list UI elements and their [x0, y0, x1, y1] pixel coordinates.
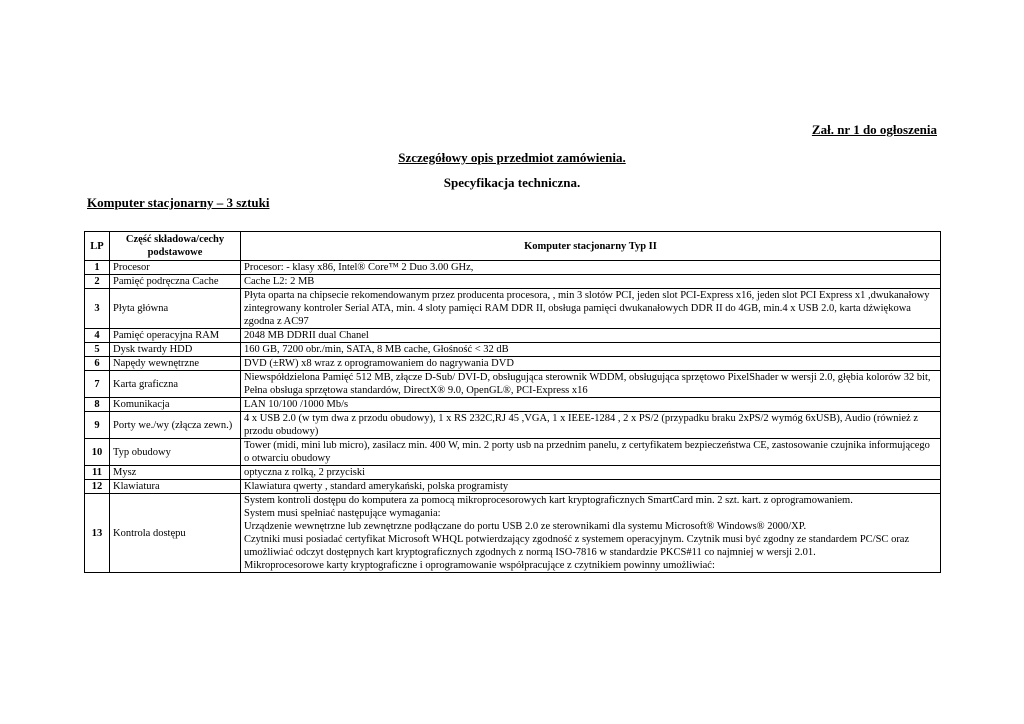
- row-part: Płyta główna: [110, 289, 241, 329]
- attachment-label: Zał. nr 1 do ogłoszenia: [811, 122, 937, 137]
- table-row: [85, 398, 941, 412]
- row-part: Komunikacja: [110, 398, 241, 412]
- access-line: System musi spełniać następujące wymagania:: [244, 508, 441, 519]
- table-row: [85, 357, 941, 371]
- row-value: 4 x USB 2.0 (w tym dwa z przodu obudowy), 1 x RS 232C,RJ 45 ,VGA, 1 x IEEE-1284 , 2 x PS/2 (przypadku braku 2xPS/2 wymóg 6xUSB), Audio (również z przodu obudowy): [241, 412, 941, 439]
- row-part: Mysz: [110, 466, 241, 480]
- row-part: Pamięć operacyjna RAM: [110, 329, 241, 343]
- table-row: [85, 275, 941, 289]
- row-value: [241, 494, 941, 573]
- row-number: 2: [85, 275, 110, 289]
- table-row: [85, 289, 941, 329]
- row-number: 5: [85, 343, 110, 357]
- row-part: Kontrola dostępu: [110, 494, 241, 573]
- table-row: [85, 329, 941, 343]
- row-part: Procesor: [110, 261, 241, 275]
- access-line: System kontroli dostępu do komputera za pomocą mikroprocesorowych kart kryptograficznych SmartCard min. 2 szt. kart. z oprogramowaniem.: [244, 495, 853, 506]
- row-number: 13: [85, 494, 110, 573]
- row-part: Dysk twardy HDD: [110, 343, 241, 357]
- row-number: 9: [85, 412, 110, 439]
- row-number: 8: [85, 398, 110, 412]
- row-part: Pamięć podręczna Cache: [110, 275, 241, 289]
- row-value: Płyta oparta na chipsecie rekomendowanym przez producenta procesora, , min 3 slotów PCI, jeden slot PCI-Express x16, jeden slot PCI Express x1 ,dwukanałowy zintegrowany kontroler Serial ATA, min. 4 sloty pamięci RAM DDR II, obsługa pamięci dwukanałowych DDR II do 4GB, min.4 x USB 2.0, karta dźwiękowa zgodna z AC97: [241, 289, 941, 329]
- row-value: 2048 MB DDRII dual Chanel: [241, 329, 941, 343]
- document-subtitle: Specyfikacja techniczna.: [443, 175, 581, 190]
- table-row: [85, 261, 941, 275]
- row-part: Klawiatura: [110, 480, 241, 494]
- row-value: Cache L2: 2 MB: [241, 275, 941, 289]
- row-number: 10: [85, 439, 110, 466]
- row-value: LAN 10/100 /1000 Mb/s: [241, 398, 941, 412]
- specification-table: [84, 231, 941, 573]
- section-heading: Komputer stacjonarny – 3 sztuki: [87, 195, 270, 210]
- table-row: [85, 494, 941, 573]
- access-line: Mikroprocesorowe karty kryptograficzne i oprogramowanie współpracujące z czytnikiem powinny umożliwiać:: [244, 560, 715, 571]
- row-number: 1: [85, 261, 110, 275]
- table-row: [85, 466, 941, 480]
- row-number: 6: [85, 357, 110, 371]
- row-number: 7: [85, 371, 110, 398]
- row-value: optyczna z rolką, 2 przyciski: [241, 466, 941, 480]
- row-part: Porty we./wy (złącza zewn.): [110, 412, 241, 439]
- header-lp: LP: [85, 232, 110, 261]
- row-value: 160 GB, 7200 obr./min, SATA, 8 MB cache, Głośność < 32 dB: [241, 343, 941, 357]
- table-row: [85, 371, 941, 398]
- access-line: Urządzenie wewnętrzne lub zewnętrzne podłączane do portu USB 2.0 ze sterownikami dla systemu Microsoft® Windows® 2000/XP.: [244, 521, 807, 532]
- table-row: [85, 480, 941, 494]
- header-spec: Komputer stacjonarny Typ II: [241, 232, 941, 261]
- row-part: Karta graficzna: [110, 371, 241, 398]
- row-number: 11: [85, 466, 110, 480]
- row-number: 4: [85, 329, 110, 343]
- row-number: 3: [85, 289, 110, 329]
- row-value: Klawiatura qwerty , standard amerykański, polska programisty: [241, 480, 941, 494]
- row-value: Tower (midi, mini lub micro), zasilacz min. 400 W, min. 2 porty usb na przednim panelu, z certyfikatem bezpieczeństwa CE, zastosowanie czujnika informującego o otwarciu obudowy: [241, 439, 941, 466]
- row-part: Napędy wewnętrzne: [110, 357, 241, 371]
- header-part: Część składowa/cechy podstawowe: [110, 232, 241, 261]
- table-row: [85, 439, 941, 466]
- document-title: Szczegółowy opis przedmiot zamówienia.: [398, 150, 626, 165]
- table-row: [85, 412, 941, 439]
- row-number: 12: [85, 480, 110, 494]
- row-part: Typ obudowy: [110, 439, 241, 466]
- access-line: Czytniki musi posiadać certyfikat Microsoft WHQL potwierdzający zgodność z systemem operacyjnym. Czytnik musi być zgodny ze standardem PC/SC oraz umożliwiać odczyt dostępnych kart kryptograficznych zgodnych z normą ISO-7816 w standardzie PKCS#11 co najmniej w wersji 2.01.: [244, 534, 910, 558]
- row-value: Procesor: - klasy x86, Intel® Core™ 2 Duo 3.00 GHz,: [241, 261, 941, 275]
- row-value: DVD (±RW) x8 wraz z oprogramowaniem do nagrywania DVD: [241, 357, 941, 371]
- table-row: [85, 343, 941, 357]
- row-value: Niewspółdzielona Pamięć 512 MB, złącze D-Sub/ DVI-D, obsługująca sterownik WDDM, obsługująca sprzętowo PixelShader w wersji 2.0, głębia kolorów 32 bit, Pełna obsługa sprzętowa standardów, DirectX® 9.0, OpenGL®, PCI-Express x16: [241, 371, 941, 398]
